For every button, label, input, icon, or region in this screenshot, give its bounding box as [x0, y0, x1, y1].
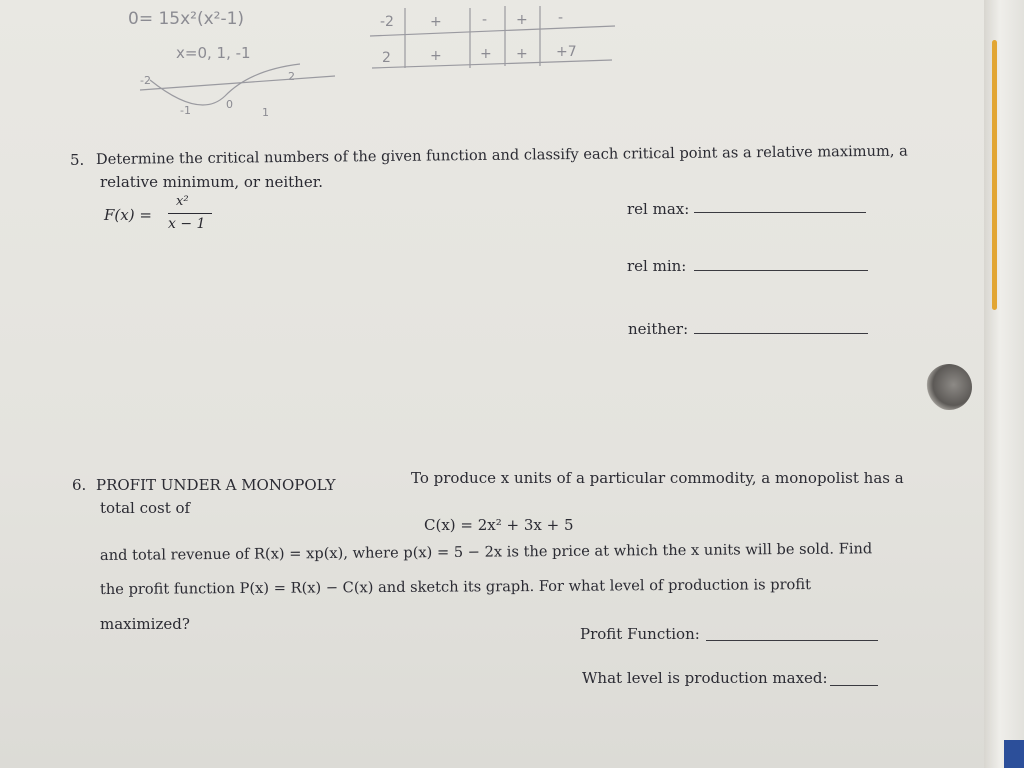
q5-text-line1: Determine the critical numbers of the given function and classify each critical point as a relative maximum, a	[95, 142, 908, 168]
scratch-table-r1-c2: +	[430, 14, 442, 30]
q6-intro: To produce x units of a particular commodity, a monopolist has a	[411, 469, 904, 487]
scratch-tick-e: 2	[288, 70, 295, 83]
scratch-table-r1-c4: +	[516, 12, 528, 28]
rel-max-answer-blank[interactable]	[694, 212, 866, 213]
profit-function-label: Profit Function:	[580, 625, 700, 643]
folder-corner	[1004, 740, 1024, 768]
scratch-table-r1-c1: -2	[380, 14, 394, 30]
q6-text-line5: maximized?	[100, 615, 190, 633]
scratch-table-r2-c3: +	[480, 46, 492, 62]
scratch-table-r2-c4: +	[516, 46, 528, 62]
scratch-curve	[150, 64, 300, 105]
q5-fraction-denominator: x − 1	[168, 216, 206, 232]
scratch-tick-c: 0	[226, 98, 233, 111]
scratch-tick-b: -1	[180, 104, 191, 117]
q5-fraction	[162, 196, 222, 244]
production-level-answer-blank[interactable]	[830, 685, 878, 686]
punch-hole	[926, 364, 972, 410]
q6-number: 6.	[72, 476, 87, 494]
scratch-tick-a: -2	[140, 74, 151, 87]
q5-fraction-numerator: x²	[176, 194, 189, 209]
scratch-table-hline	[370, 26, 615, 36]
q5-text-line2: relative minimum, or neither.	[100, 173, 324, 191]
rel-min-label: rel min:	[627, 257, 687, 275]
q5-number: 5.	[70, 151, 85, 169]
neither-answer-blank[interactable]	[694, 333, 868, 334]
scratch-table-r2-c1: 2	[382, 50, 391, 66]
scratch-table-r1-c5: -	[558, 10, 564, 26]
q6-text-line4: the profit function P(x) = R(x) − C(x) and sketch its graph. For what level of production is profit	[99, 576, 811, 598]
production-level-label: What level is production maxed:	[582, 669, 828, 687]
scratch-table-r2-c5: +7	[556, 44, 577, 60]
q5-fraction-bar	[168, 213, 212, 214]
scratch-tick-d: 1	[262, 106, 269, 119]
rel-max-label: rel max:	[627, 200, 690, 218]
scratch-table-r2-c2: +	[430, 48, 442, 64]
scratch-table-bottom	[372, 60, 612, 68]
q5-function-lhs: F(x) =	[104, 206, 152, 224]
q6-cost-equation: C(x) = 2x² + 3x + 5	[424, 516, 574, 534]
scratch-number-line	[140, 76, 335, 90]
scratch-line-2: x=0, 1, -1	[176, 44, 251, 62]
q5-function	[104, 196, 224, 244]
scratch-table-r1-c3: -	[482, 12, 488, 28]
scratch-line-1: 0= 15x²(x²-1)	[128, 9, 245, 29]
q6-text-line3: and total revenue of R(x) = xp(x), where p(x) = 5 − 2x is the price at which the x units will be sold. Find	[99, 540, 873, 564]
rel-min-answer-blank[interactable]	[694, 270, 868, 271]
profit-function-answer-blank[interactable]	[706, 640, 878, 641]
q6-title: PROFIT UNDER A MONOPOLY	[96, 476, 336, 494]
q6-text-line2: total cost of	[100, 499, 191, 517]
scratch-work	[0, 0, 1000, 140]
neither-label: neither:	[628, 320, 689, 338]
